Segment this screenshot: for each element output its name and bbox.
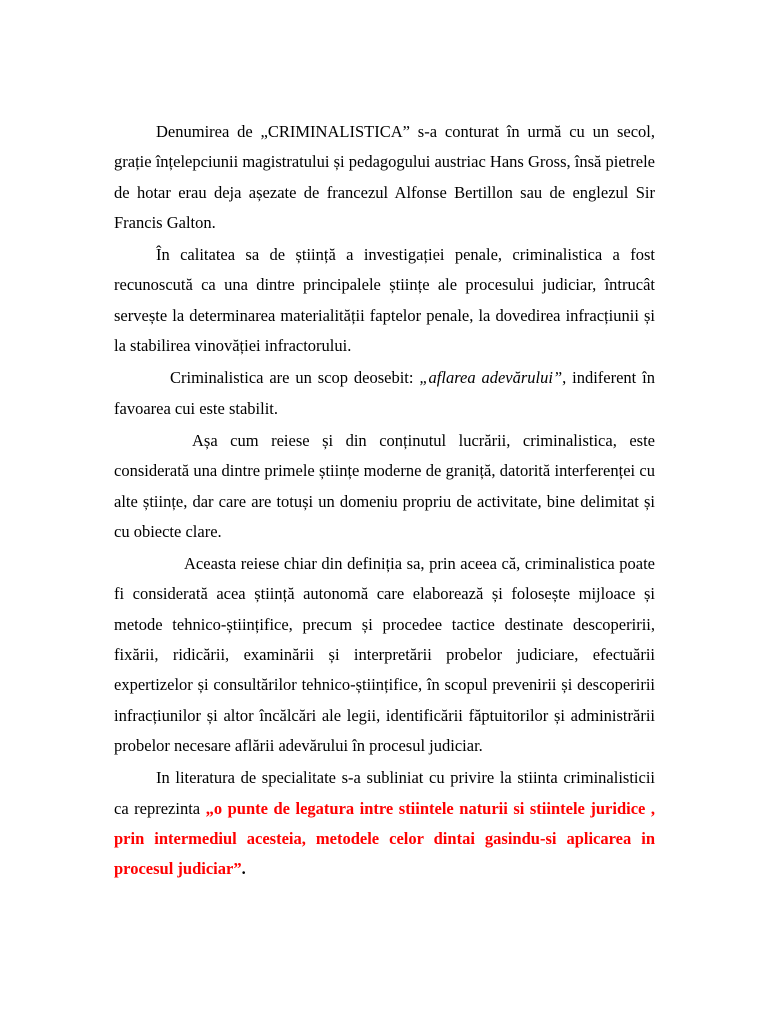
paragraph-5: Aceasta reiese chiar din definiția sa, prin aceea că, criminalistica poate fi considerată acea știință autonomă care elaborează și folosește mijloace și metode tehnico-științifice, precum și procedee tactice destinate descoperirii, fixării, ridicării, examinării și interpretării probelor judiciare, efectuării expertizelor și consultărilor tehnico-științifice, în scopul prevenirii și descoperirii infracțiunilor și altor încălcări ale legii, identificării făptuitorilor și administrării probelor necesare aflării adevărului în procesul judiciar. [114,554,655,755]
paragraph-3-italic-phrase: „aflarea adevărului” [419,368,563,388]
paragraph-6 [114,763,655,884]
paragraph-6-red-quote: „o punte de legatura intre stiintele naturii si stiintele juridice , prin intermediul acesteia, metodele celor dintai gasindu-si aplicarea in procesul judiciar” [114,798,655,879]
paragraph-6-intro: In literatura de specialitate s-a subliniat cu privire la stiinta criminalisticii ca reprezinta [114,768,655,818]
document-page [114,117,655,884]
paragraph-3-intro: Criminalistica are un scop deosebit: [170,368,420,388]
paragraph-1: Denumirea de „CRIMINALISTICA” s-a conturat în urmă cu un secol, grație înțelepciunii magistratului și pedagogului austriac Hans Gross, însă pietrele de hotar erau deja așezate de francezul Alfonse Bertillon sau de englezul Sir Francis Galton. [114,122,655,232]
paragraph-3 [114,363,655,424]
paragraph-3-rest: , indiferent în favoarea cui este stabilit. [114,368,655,418]
paragraph-4: Așa cum reiese și din conținutul lucrării, criminalistica, este considerată una dintre primele științe moderne de graniță, datorită interferenței cu alte științe, dar care are totuși un domeniu propriu de activitate, bine delimitat și cu obiecte clare. [114,430,655,541]
paragraph-6-end: . [241,859,246,879]
paragraph-2: În calitatea sa de știință a investigației penale, criminalistica a fost recunoscută ca una dintre principalele științe ale procesului judiciar, întrucât servește la determinarea materialității faptelor penale, la dovedirea infracțiunii și la stabilirea vinovăției infractorului. [114,245,655,356]
